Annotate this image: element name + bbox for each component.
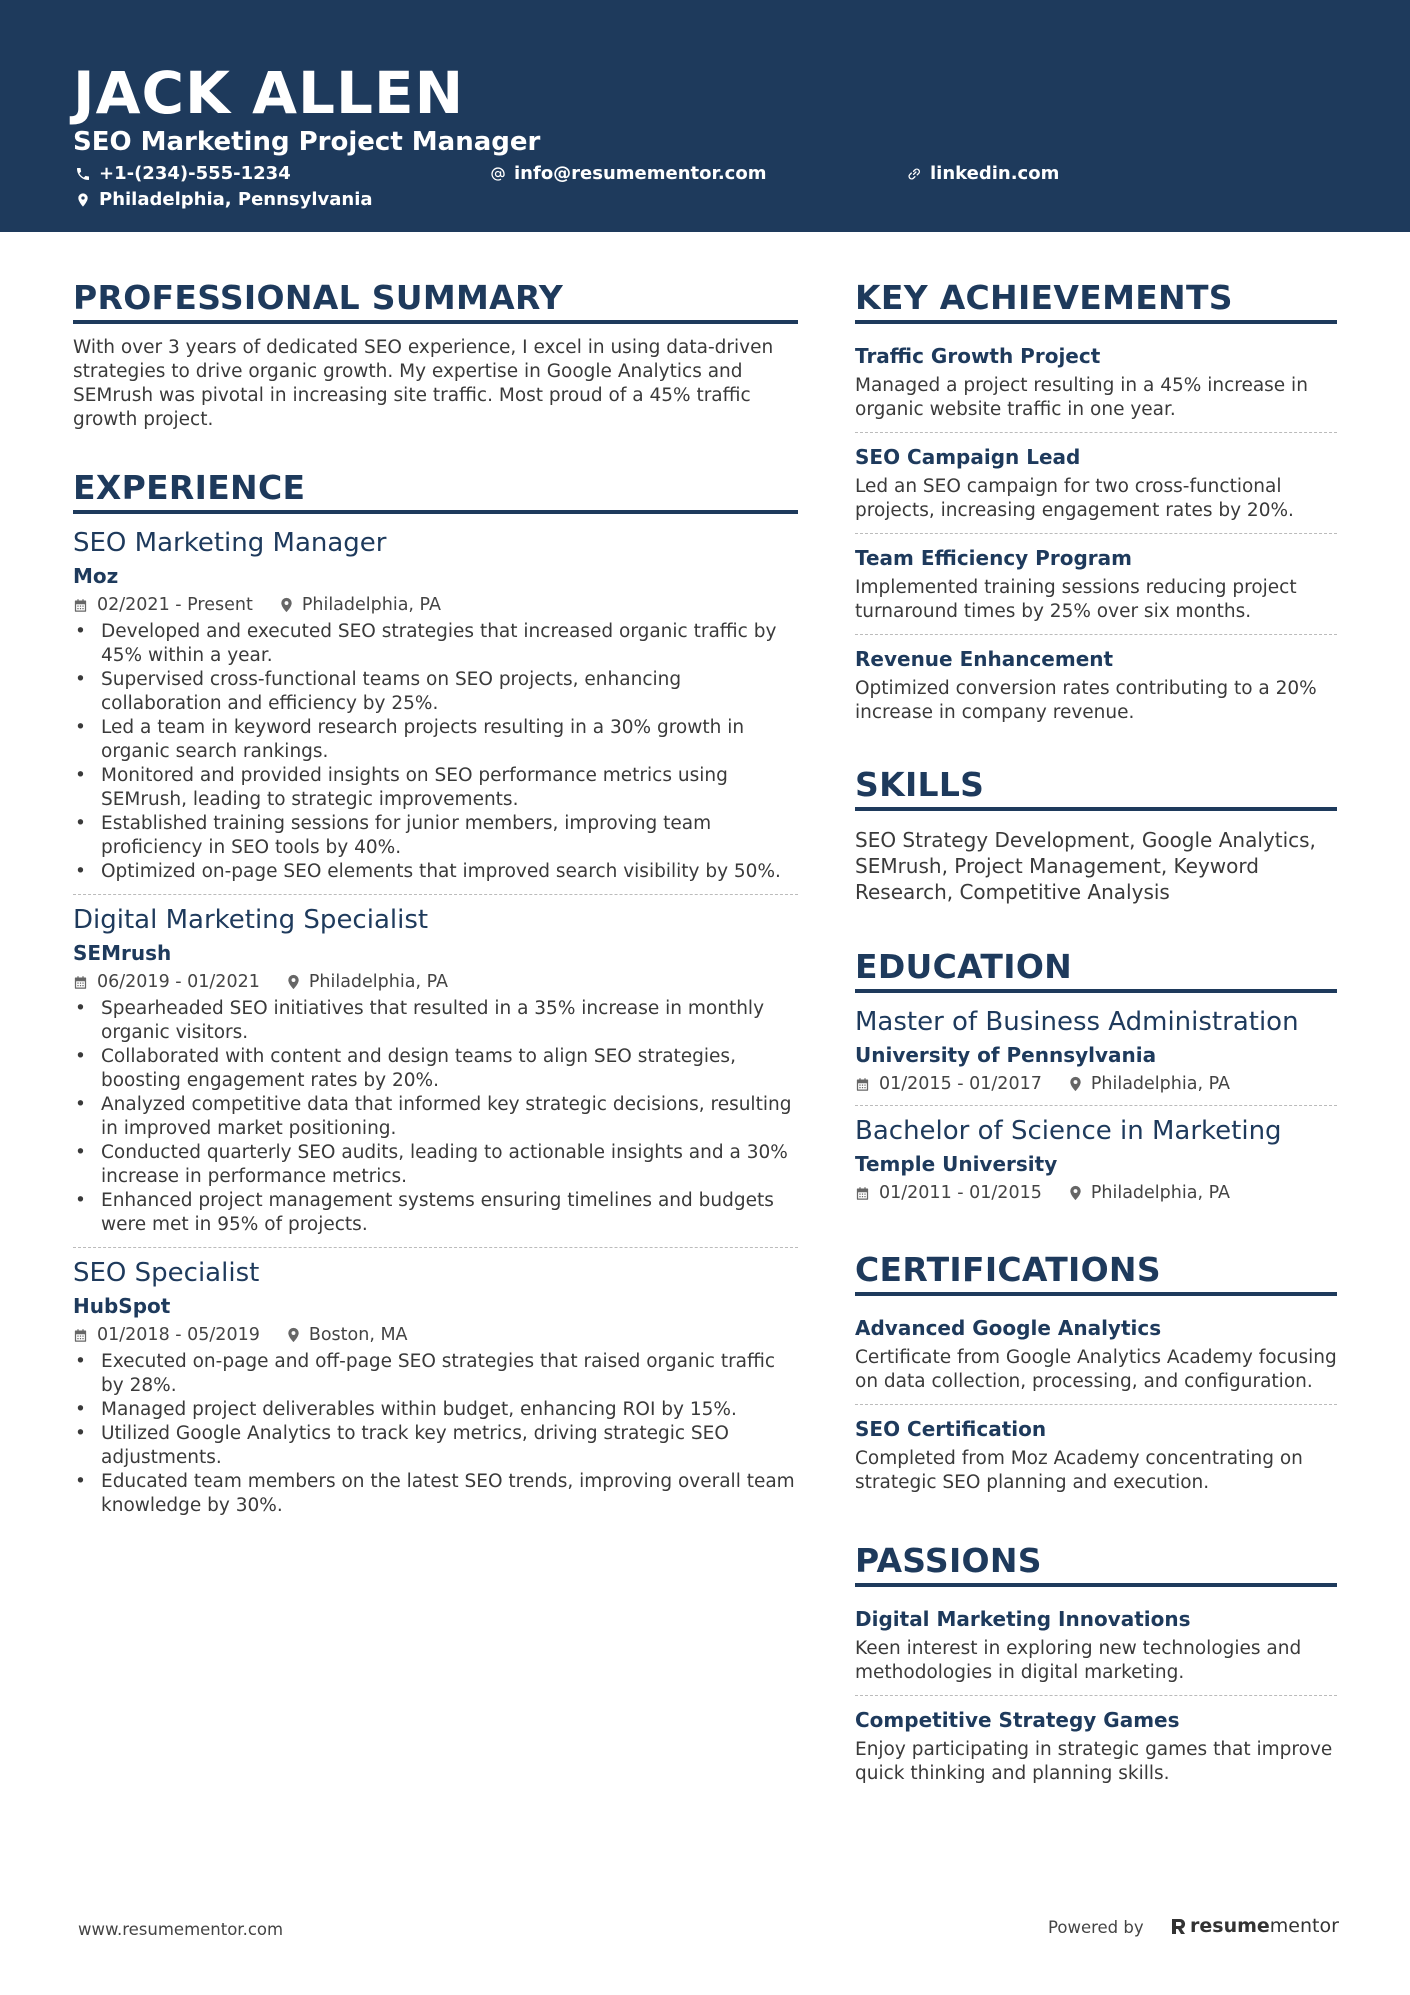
job-meta [73,1322,798,1348]
education-degree: Master of Business Administration [855,1007,1299,1037]
job-bullets [73,997,798,1237]
job-role: SEO Specialist [73,1258,260,1288]
calendar-icon [73,975,88,990]
job-bullet: • Utilized Google Analytics to track key metrics, driving strategic SEO adjustments. [73,1422,798,1470]
job-bullets [73,620,798,884]
job-dates: 06/2019 - 01/2021 [97,972,260,992]
achievement-description: Managed a project resulting in a 45% increase in organic website traffic in one year. [855,375,1308,420]
certifications-list [855,1308,1337,1505]
footer-website[interactable]: www.resumementor.com [78,1920,284,1939]
phone-text: +1-(234)-555-1234 [99,163,291,184]
education-location: Philadelphia, PA [1090,1074,1230,1094]
job-bullet: • Managed project deliverables within budget, enhancing ROI by 15%. [73,1398,798,1422]
brand-text-bold: resume [1190,1915,1270,1937]
job-dates: 02/2021 - Present [97,595,253,615]
job-location: Philadelphia, PA [301,595,441,615]
achievement-item [855,533,1337,634]
job-company: Moz [73,564,119,588]
calendar-icon [73,1328,88,1343]
achievement-description: Led an SEO campaign for two cross-functional projects, increasing engagement rates by 20%. [855,476,1294,521]
job-location-wrap [287,1322,408,1348]
job-bullet: • Supervised cross-functional teams on SEO projects, enhancing collaboration and efficiency by 25%. [73,668,798,716]
job-company: SEMrush [73,941,172,965]
passion-title: Digital Marketing Innovations [855,1607,1191,1631]
job-location-wrap [280,592,441,618]
education-dates: 01/2011 - 01/2015 [879,1183,1042,1203]
job-meta [73,592,798,618]
job-location: Philadelphia, PA [308,972,448,992]
map-pin-icon [287,1327,300,1343]
education-dates: 01/2015 - 01/2017 [879,1074,1042,1094]
education-entry [855,1105,1337,1214]
calendar-icon [855,1186,870,1201]
job-dates: 01/2018 - 05/2019 [97,1325,260,1345]
achievement-item [855,634,1337,735]
job-bullet: • Educated team members on the latest SEO trends, improving overall team knowledge by 30%. [73,1470,798,1518]
job-entry [73,526,798,894]
job-bullet: • Conducted quarterly SEO audits, leading to actionable insights and a 30% increase in performance metrics. [73,1141,798,1189]
calendar-icon [73,598,88,613]
passions-list [855,1599,1337,1796]
achievements-list [855,336,1337,735]
achievement-description: Implemented training sessions reducing project turnaround times by 25% over six months. [855,577,1297,622]
certification-title: Advanced Google Analytics [855,1316,1162,1340]
left-column [73,276,798,1528]
job-bullet: • Monitored and provided insights on SEO performance metrics using SEMrush, leading to strategic improvements. [73,764,798,812]
experience-list [73,526,798,1528]
map-pin-icon [1069,1185,1082,1201]
skills-text: SEO Strategy Development, Google Analytics, SEMrush, Project Management, Keyword Research, Competitive Analysis [855,828,1316,904]
job-bullet: • Executed on-page and off-page SEO strategies that raised organic traffic by 28%. [73,1350,798,1398]
summary-text: With over 3 years of dedicated SEO experience, I excel in using data-driven strategies to drive organic growth. My expertise in Google Analytics and SEMrush was pivotal in increasing site traffic. Most proud of a 45% traffic growth project. [73,337,774,430]
right-column [855,276,1337,1796]
certification-item [855,1308,1337,1404]
job-bullet: • Analyzed competitive data that informed key strategic decisions, resulting in improved market positioning. [73,1093,798,1141]
summary-heading: PROFESSIONAL SUMMARY [73,276,798,324]
link-icon [906,166,922,182]
job-bullet: • Developed and executed SEO strategies that increased organic traffic by 45% within a year. [73,620,798,668]
brand-text-light: mentor [1269,1915,1339,1937]
map-pin-icon [75,192,91,208]
job-meta [73,969,798,995]
certification-title: SEO Certification [855,1417,1047,1441]
passion-description: Keen interest in exploring new technologies and methodologies in digital marketing. [855,1638,1302,1683]
job-bullet: • Established training sessions for junior members, improving team proficiency in SEO tools by 40%. [73,812,798,860]
education-location: Philadelphia, PA [1090,1183,1230,1203]
achievements-heading: KEY ACHIEVEMENTS [855,276,1337,324]
education-degree: Bachelor of Science in Marketing [855,1116,1282,1146]
education-location-wrap [1069,1071,1230,1097]
education-heading: EDUCATION [855,945,1337,993]
education-list [855,1005,1337,1214]
passion-item [855,1695,1337,1796]
education-school: Temple University [855,1152,1058,1176]
passion-description: Enjoy participating in strategic games that improve quick thinking and planning skills. [855,1739,1333,1784]
achievement-item [855,432,1337,533]
contact-location [75,188,373,212]
certification-item [855,1404,1337,1505]
calendar-icon [855,1077,870,1092]
linkedin-text: linkedin.com [930,163,1060,184]
achievement-item [855,336,1337,432]
experience-heading: EXPERIENCE [73,466,798,514]
passion-title: Competitive Strategy Games [855,1708,1180,1732]
skills-heading: SKILLS [855,763,1337,811]
job-bullet: • Led a team in keyword research projects resulting in a 30% growth in organic search rankings. [73,716,798,764]
job-bullet: • Spearheaded SEO initiatives that resulted in a 35% increase in monthly organic visitors. [73,997,798,1045]
job-bullet: • Enhanced project management systems ensuring timelines and budgets were met in 95% of projects. [73,1189,798,1237]
job-role: Digital Marketing Specialist [73,905,429,935]
achievement-title: SEO Campaign Lead [855,445,1081,469]
certifications-heading: CERTIFICATIONS [855,1248,1337,1296]
job-bullets [73,1350,798,1518]
map-pin-icon [280,597,293,613]
resume-header [0,0,1410,232]
education-meta [855,1071,1337,1097]
map-pin-icon [287,974,300,990]
location-text: Philadelphia, Pennsylvania [99,189,373,210]
education-meta [855,1180,1337,1206]
achievement-title: Traffic Growth Project [855,344,1101,368]
map-pin-icon [1069,1076,1082,1092]
job-location-wrap [287,969,448,995]
contact-phone [75,162,291,186]
contact-email[interactable] [490,162,766,186]
certification-description: Certificate from Google Analytics Academy focusing on data collection, processing, and configuration. [855,1347,1337,1392]
phone-icon [75,166,91,182]
achievement-description: Optimized conversion rates contributing to a 20% increase in company revenue. [855,678,1317,723]
job-bullet: • Collaborated with content and design teams to align SEO strategies, boosting engagement rates by 20%. [73,1045,798,1093]
brand-mark-icon [1170,1917,1186,1935]
achievement-title: Team Efficiency Program [855,546,1132,570]
job-entry [73,1247,798,1528]
passion-item [855,1599,1337,1695]
job-location: Boston, MA [308,1325,408,1345]
contact-linkedin[interactable] [906,162,1059,186]
job-bullet: • Optimized on-page SEO elements that improved search visibility by 50%. [73,860,798,884]
certification-description: Completed from Moz Academy concentrating on strategic SEO planning and execution. [855,1448,1303,1493]
achievement-title: Revenue Enhancement [855,647,1114,671]
candidate-title: SEO Marketing Project Manager [73,127,541,157]
email-text: info@resumementor.com [514,163,767,184]
footer-powered-by: Powered by [1048,1918,1144,1937]
education-location-wrap [1069,1180,1230,1206]
footer-brand-logo[interactable] [1170,1913,1339,1939]
job-role: SEO Marketing Manager [73,528,387,558]
candidate-name: JACK ALLEN [73,59,465,127]
passions-heading: PASSIONS [855,1539,1337,1587]
job-entry [73,894,798,1247]
at-sign-icon [490,166,506,182]
education-school: University of Pennsylvania [855,1043,1157,1067]
job-company: HubSpot [73,1294,171,1318]
education-entry [855,1005,1337,1105]
